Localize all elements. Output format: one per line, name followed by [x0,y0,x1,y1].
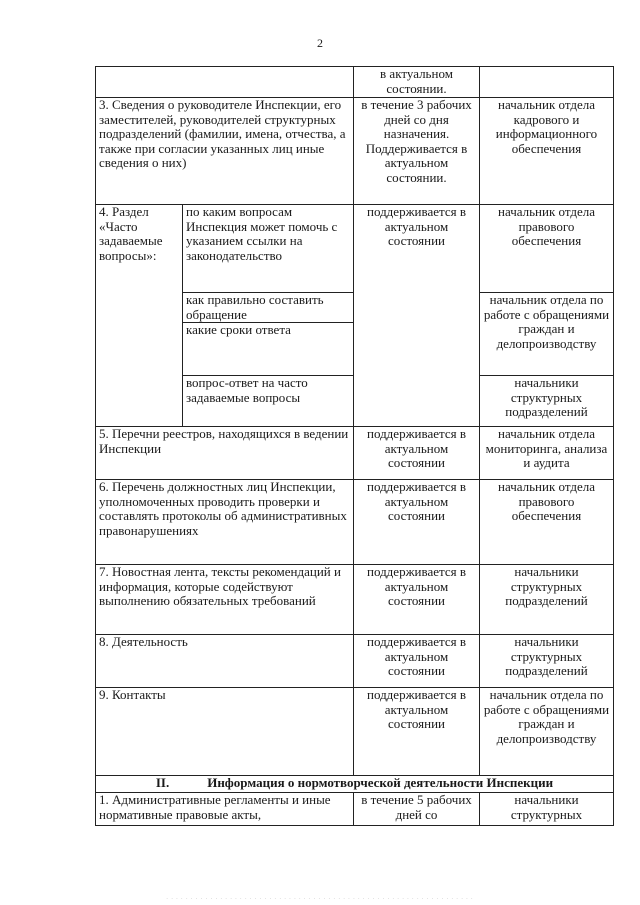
table-cell: поддерживается в актуальном состоянии [354,565,480,635]
faq-subitem: по каким вопросам Инспекция может помочь с указанием ссылки на законодательство [183,205,354,293]
table-cell: начальник отдела кадрового и информационного обеспечения [480,98,614,205]
section-heading [96,776,614,793]
table-row [96,205,614,293]
table-cell: 7. Новостная лента, тексты рекомендаций и информация, которые содействуют выполнению обязательных требований [96,565,354,635]
faq-subitem: как правильно составить обращение [183,293,354,323]
table-cell: поддерживается в актуальном состоянии [354,480,480,565]
table-cell: начальники структурных подразделений [480,635,614,688]
faq-subitem: какие сроки ответа [183,323,354,376]
table-cell: поддерживается в актуальном состоянии [354,635,480,688]
table-cell: начальник отдела правового обеспечения [480,205,614,293]
information-table [95,66,614,826]
table-cell: в актуальном состоянии. [354,67,480,98]
table-cell: начальники структурных [480,793,614,826]
table-cell: 5. Перечни реестров, находящихся в ведении Инспекции [96,427,354,480]
table-cell: в течение 5 рабочих дней со [354,793,480,826]
table-cell: начальники структурных подразделений [480,376,614,427]
table-row [96,98,614,205]
table-cell: начальник отдела правового обеспечения [480,480,614,565]
section-number: II. [155,775,170,790]
table-row [96,565,614,635]
table-row [96,635,614,688]
table-row [96,793,614,826]
table-cell: 6. Перечень должностных лиц Инспекции, уполномоченных проводить проверки и составлять протоколы об административных правонарушениях [96,480,354,565]
table-cell: начальник отдела мониторинга, анализа и аудита [480,427,614,480]
table-row [96,427,614,480]
table-cell: в течение 3 рабочих дней со дня назначения. Поддерживается в актуальном состоянии. [354,98,480,205]
table-cell: 3. Сведения о руководителе Инспекции, его заместителей, руководителей структурных подразделений (фамилии, имена, отчества, а также при согласии указанных лиц иные сведения о них) [96,98,354,205]
table-cell: поддерживается в актуальном состоянии [354,427,480,480]
table-cell: начальник отдела по работе с обращениями граждан и делопроизводству [480,293,614,376]
section-title: Информация о нормотворческой деятельности Инспекции [207,775,554,790]
scan-edge-artifact: · · · · · · · · · · · · · · · · · · · · · · · · · · · · · · · · · · · · · · · · · · · · · · · · · · · · · · · · · · · · · · · [166,897,474,902]
table-cell [96,67,354,98]
table-cell: поддерживается в актуальном состоянии [354,205,480,427]
table-row [96,480,614,565]
page-number: 2 [317,36,323,50]
table-row [96,67,614,98]
table-cell: начальники структурных подразделений [480,565,614,635]
table-cell: 1. Административные регламенты и иные нормативные правовые акты, [96,793,354,826]
section-heading-row [96,776,614,793]
table-cell: поддерживается в актуальном состоянии [354,688,480,776]
faq-section-label: 4. Раздел «Часто задаваемые вопросы»: [96,205,183,427]
table-cell: 8. Деятельность [96,635,354,688]
table-cell: 9. Контакты [96,688,354,776]
table-cell [480,67,614,98]
table-row [96,688,614,776]
table-cell: начальник отдела по работе с обращениями граждан и делопроизводству [480,688,614,776]
faq-subitem: вопрос-ответ на часто задаваемые вопросы [183,376,354,427]
